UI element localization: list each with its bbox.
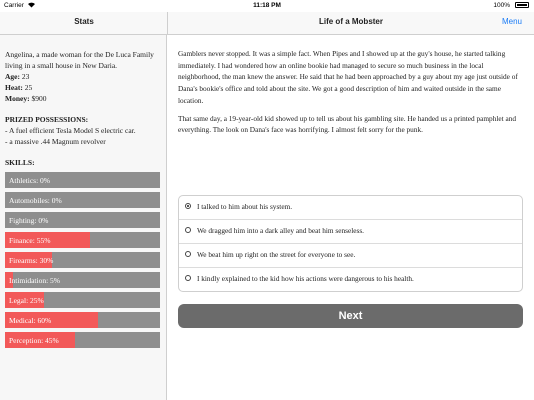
carrier-label: Carrier	[4, 2, 24, 9]
skill-label: Perception: 45%	[9, 336, 59, 345]
radio-selected-icon[interactable]	[185, 203, 191, 209]
menu-button[interactable]: Menu	[501, 17, 522, 26]
money-value: $900	[31, 94, 47, 103]
choice-label: I kindly explained to the kid how his actions were dangerous to his health.	[197, 274, 414, 283]
skills-title: SKILLS:	[5, 158, 35, 167]
heat-row	[5, 82, 160, 93]
battery-icon	[515, 2, 529, 8]
story-paragraph: That same day, a 19-year-old kid showed up to tell us about his gambling site. He handed us a printed pamphlet and everything. The look on Dana's face was horrifying. I almost felt sorry for the punk.	[178, 113, 516, 135]
skill-bar	[5, 192, 160, 208]
battery-percent: 100%	[493, 2, 510, 9]
heat-value: 25	[24, 83, 33, 92]
skill-bar	[5, 312, 160, 328]
radio-icon[interactable]	[185, 251, 191, 257]
stats-sidebar[interactable]	[0, 35, 167, 400]
money-row	[5, 93, 160, 104]
story-paragraph: Gamblers never stopped. It was a simple fact. When Pipes and I showed up at the guy's house, he started talking immediately. I had wondered how an online bookie had managed to secure so much business in the local neighborhood, the man knew the answer. He said that he had been approached by a guy about my age just outside of Dana's bookie's office and told about the site. We got a good description of him and waited outside in the same location.	[178, 49, 518, 105]
story-panel	[168, 35, 534, 400]
age-value: 23	[21, 72, 30, 81]
stats-title: Stats	[74, 17, 94, 26]
skill-bar	[5, 232, 160, 248]
skill-label: Athletics: 0%	[9, 176, 51, 185]
radio-icon[interactable]	[185, 275, 191, 281]
skill-bar	[5, 172, 160, 188]
choice-option[interactable]	[179, 196, 522, 220]
skills-list	[5, 172, 160, 348]
money-label: Money:	[5, 94, 30, 103]
skill-bar	[5, 332, 160, 348]
heat-label: Heat:	[5, 83, 23, 92]
skill-label: Automobiles: 0%	[9, 196, 62, 205]
age-label: Age:	[5, 72, 20, 81]
choice-label: We beat him up right on the street for everyone to see.	[197, 250, 356, 259]
skill-label: Fighting: 0%	[9, 216, 49, 225]
skill-label: Firearms: 30%	[9, 256, 54, 265]
skill-bar	[5, 272, 160, 288]
possession-item: - A fuel efficient Tesla Model S electric car.	[5, 126, 136, 135]
skill-label: Legal: 25%	[9, 296, 44, 305]
skill-bar	[5, 292, 160, 308]
choice-label: We dragged him into a dark alley and beat him senseless.	[197, 226, 364, 235]
story-text	[178, 48, 524, 142]
skill-label: Medical: 60%	[9, 316, 52, 325]
clock: 11:18 PM	[253, 2, 281, 9]
navigation-bar	[0, 12, 534, 35]
choice-option[interactable]	[179, 220, 522, 244]
status-bar	[0, 0, 534, 12]
possession-item: - a massive .44 Magnum revolver	[5, 137, 106, 146]
choice-label: I talked to him about his system.	[197, 202, 293, 211]
skill-label: Intimidation: 5%	[9, 276, 61, 285]
skill-bar	[5, 212, 160, 228]
skill-label: Finance: 55%	[9, 236, 51, 245]
character-intro: Angelina, a made woman for the De Luca Family living in a small house in New Daria.	[5, 50, 154, 70]
age-row	[5, 71, 160, 82]
possessions-title: PRIZED POSSESSIONS:	[5, 115, 89, 124]
choice-list	[178, 195, 523, 292]
radio-icon[interactable]	[185, 227, 191, 233]
next-button[interactable]: Next	[178, 304, 523, 328]
page-title: Life of a Mobster	[318, 17, 383, 26]
skill-bar	[5, 252, 160, 268]
choice-option[interactable]	[179, 244, 522, 268]
choice-option[interactable]	[179, 268, 522, 291]
